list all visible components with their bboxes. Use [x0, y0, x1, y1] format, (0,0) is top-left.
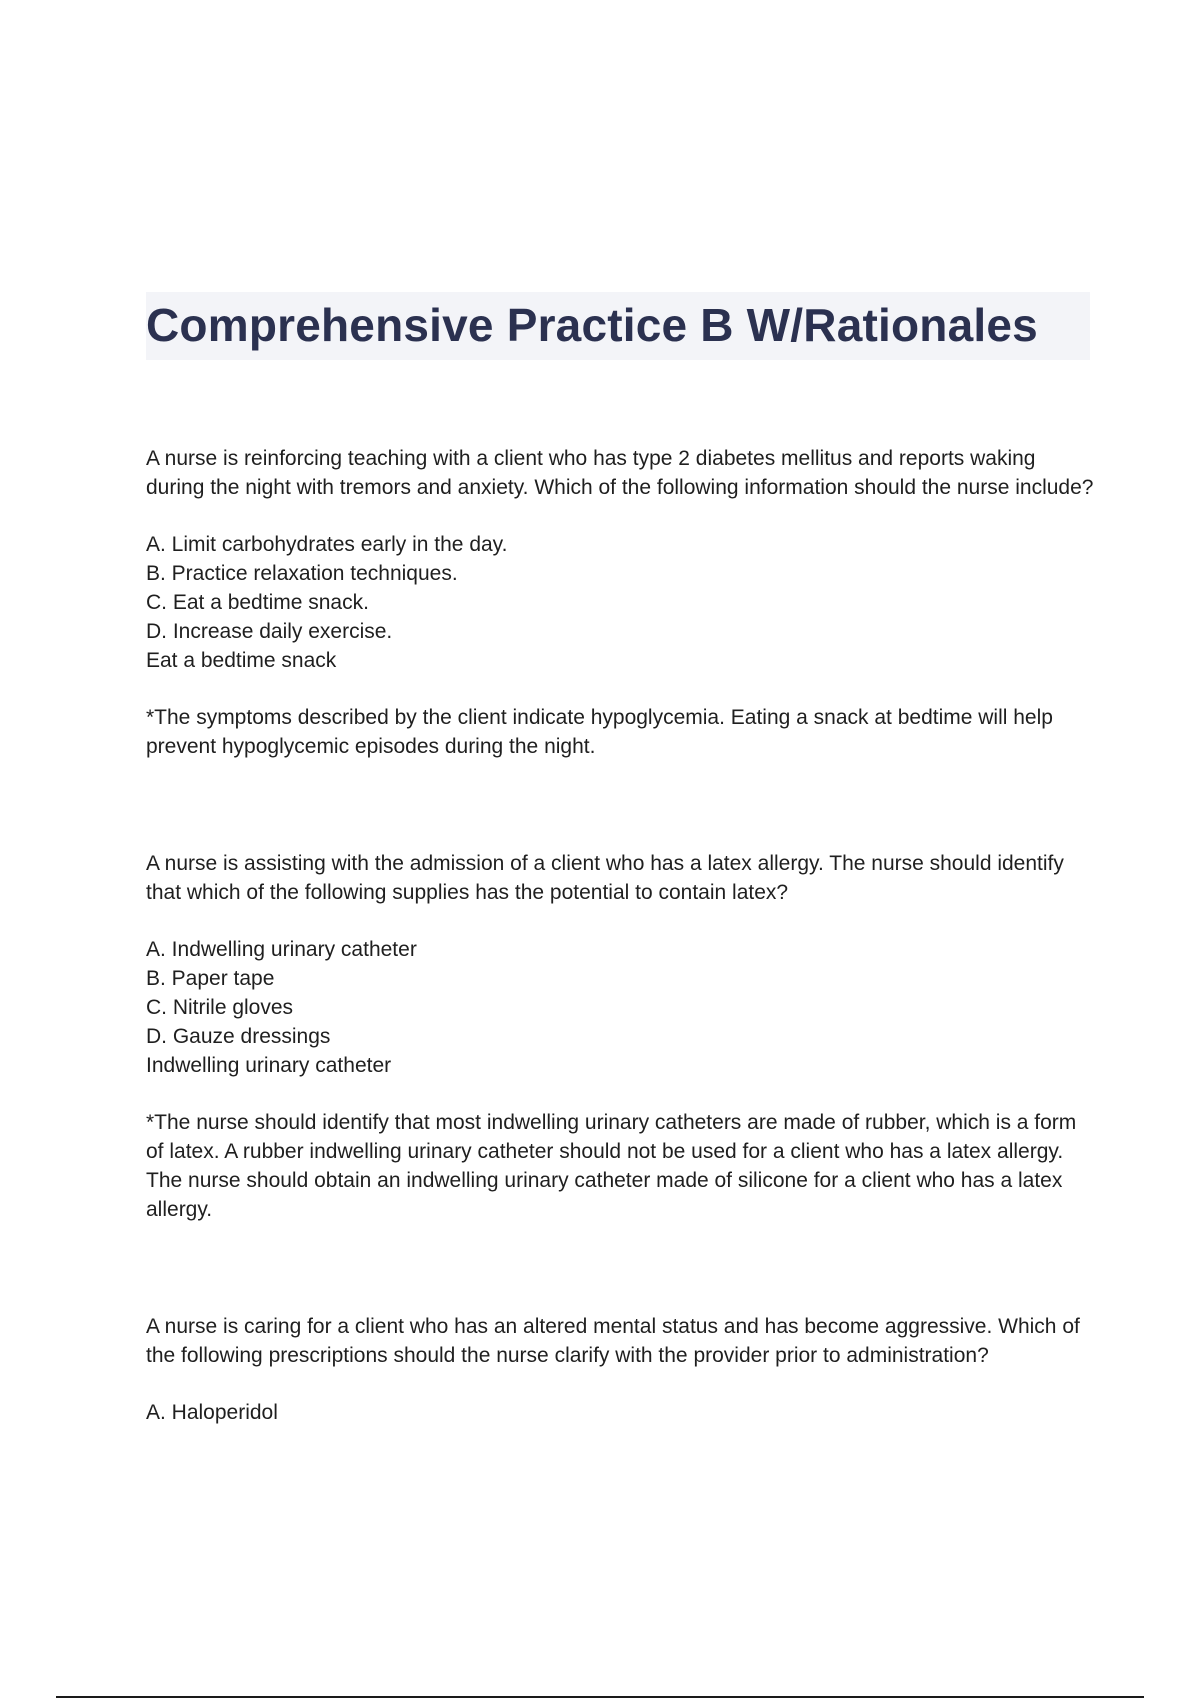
answer-options [146, 530, 1096, 646]
option-a: A. Haloperidol [146, 1401, 278, 1424]
correct-answer: Indwelling urinary catheter [146, 1054, 392, 1077]
option-b: B. Practice relaxation techniques. [146, 562, 458, 585]
option-c: C. Nitrile gloves [146, 996, 294, 1019]
question-list [146, 444, 1096, 1515]
option-d: D. Increase daily exercise. [146, 620, 393, 643]
option-a: A. Limit carbohydrates early in the day. [146, 533, 508, 556]
question-item [146, 1312, 1096, 1427]
answer-options [146, 935, 1096, 1051]
option-a: A. Indwelling urinary catheter [146, 938, 417, 961]
question-text: A nurse is caring for a client who has an altered mental status and has become aggressive. Which of the following prescriptions should the nurse clarify with the provider prior to administration? [146, 1315, 1080, 1367]
title-banner [146, 292, 1090, 360]
answer-options [146, 1398, 1096, 1427]
page-bottom-rule [56, 1696, 1144, 1698]
option-d: D. Gauze dressings [146, 1025, 331, 1048]
question-text: A nurse is assisting with the admission of a client who has a latex allergy. The nurse should identify that which of the following supplies has the potential to contain latex? [146, 852, 1064, 904]
question-text: A nurse is reinforcing teaching with a client who has type 2 diabetes mellitus and reports waking during the night with tremors and anxiety. Which of the following information should the nurse include? [146, 447, 1094, 499]
correct-answer: Eat a bedtime snack [146, 649, 337, 672]
question-item [146, 849, 1096, 1224]
page-title: Comprehensive Practice B W/Rationales [146, 299, 1038, 351]
rationale-text: *The nurse should identify that most indwelling urinary catheters are made of rubber, which is a form of latex. A rubber indwelling urinary catheter should not be used for a client who has a latex allergy. The nurse should obtain an indwelling urinary catheter made of silicone for a client who has a latex allergy. [146, 1111, 1077, 1221]
option-c: C. Eat a bedtime snack. [146, 591, 369, 614]
option-b: B. Paper tape [146, 967, 275, 990]
question-item [146, 444, 1096, 761]
rationale-text: *The symptoms described by the client indicate hypoglycemia. Eating a snack at bedtime will help prevent hypoglycemic episodes during the night. [146, 706, 1053, 758]
